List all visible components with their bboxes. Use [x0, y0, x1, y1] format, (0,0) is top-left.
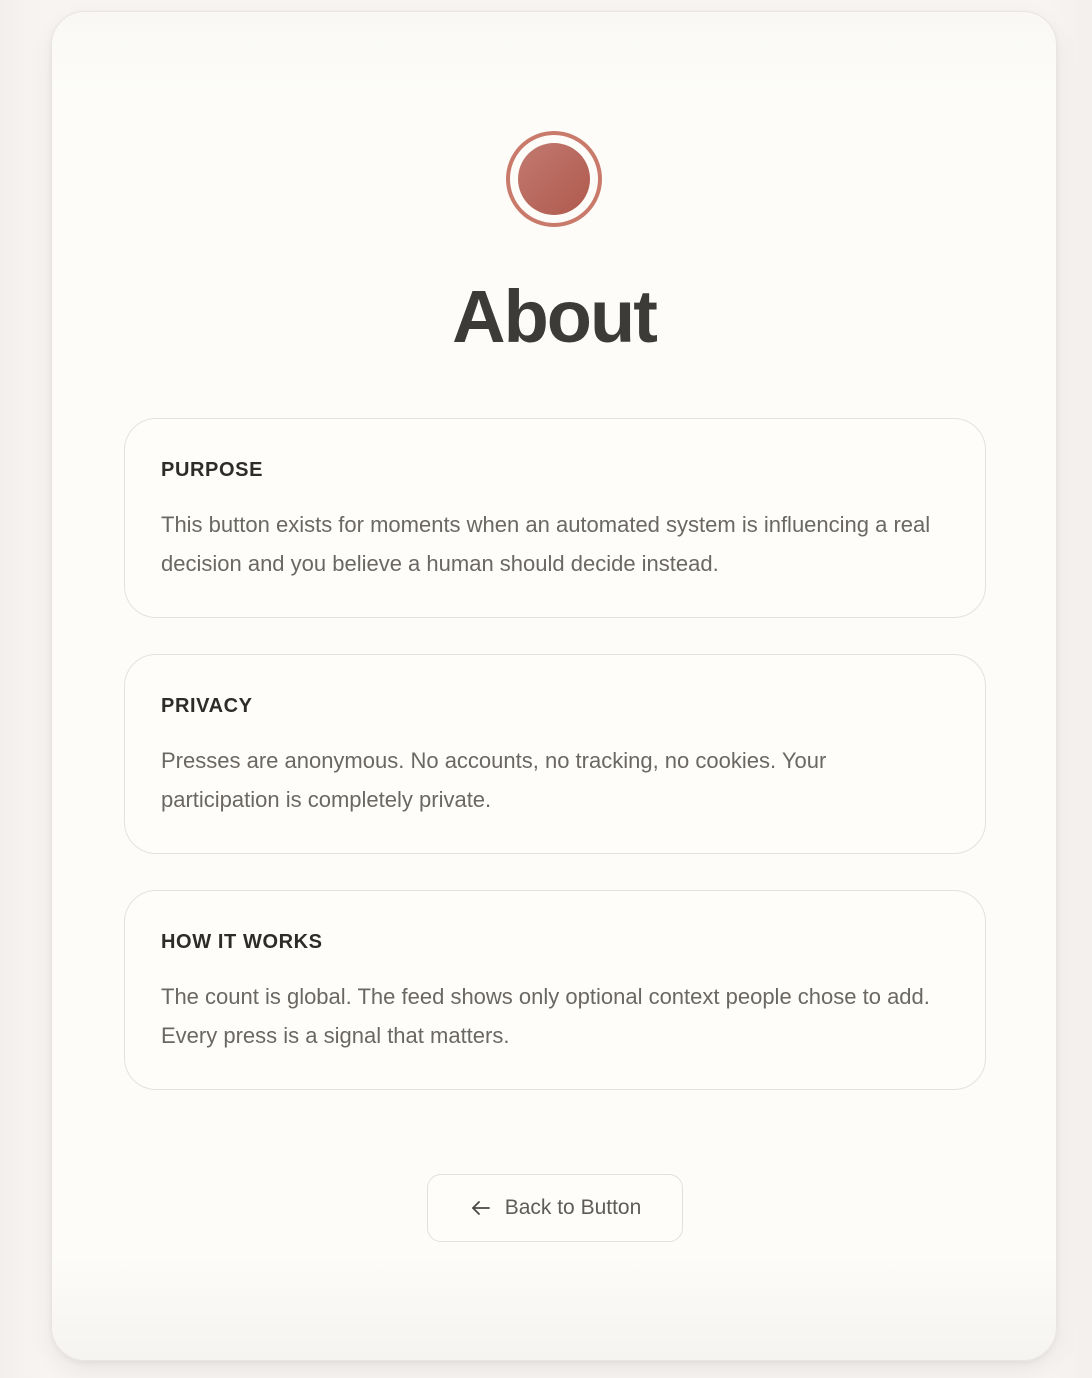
- section-heading: HOW IT WORKS: [161, 931, 323, 953]
- record-button-icon: [506, 131, 602, 227]
- section-heading: PURPOSE: [161, 459, 264, 481]
- back-to-button-button[interactable]: [427, 1174, 683, 1242]
- section-privacy: [124, 654, 986, 854]
- section-heading: PRIVACY: [161, 695, 253, 717]
- section-body: Presses are anonymous. No accounts, no tracking, no cookies. Your participation is completely private.: [161, 748, 827, 812]
- record-button-core: [518, 143, 590, 215]
- arrow-left-icon: [469, 1196, 493, 1220]
- section-how-it-works: [124, 890, 986, 1090]
- about-card: [51, 11, 1057, 1361]
- back-button-label: Back to Button: [504, 1196, 642, 1219]
- page-title: About: [452, 275, 656, 358]
- section-body: This button exists for moments when an automated system is influencing a real decision and you believe a human should decide instead.: [161, 512, 931, 576]
- section-purpose: [124, 418, 986, 618]
- section-body: The count is global. The feed shows only optional context people chose to add. Every press is a signal that matters.: [161, 984, 930, 1048]
